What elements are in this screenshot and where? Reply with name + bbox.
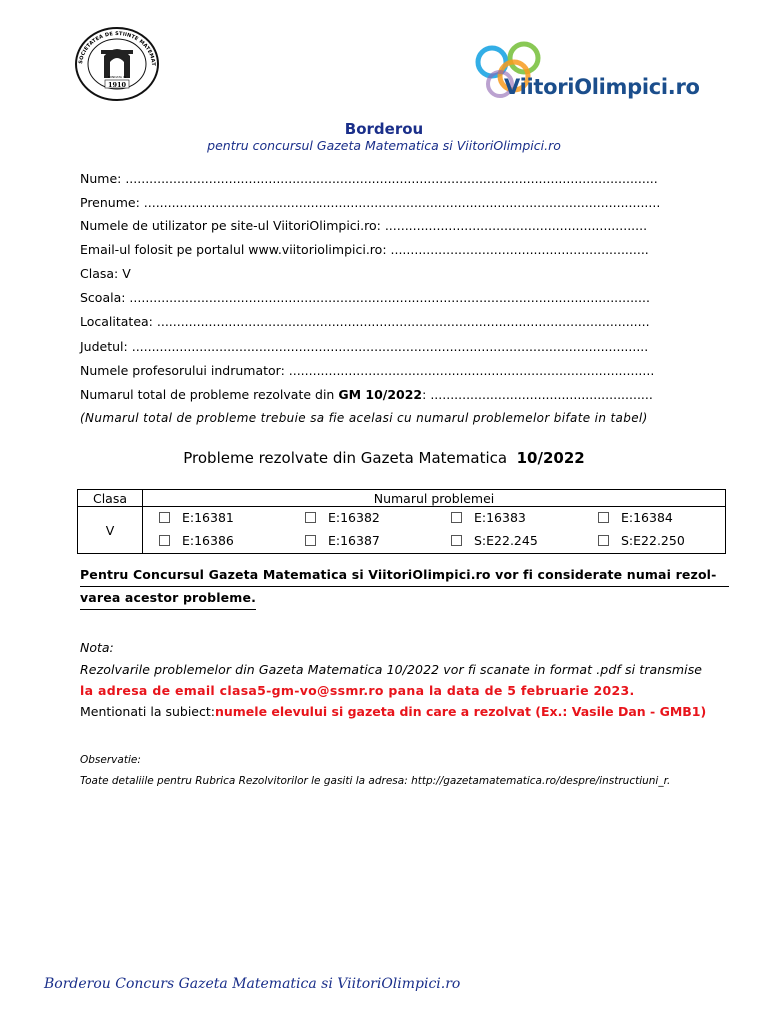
checkbox[interactable] (305, 535, 316, 546)
field-numar-total: Numarul total de probleme rezolvate din GM 10/2022: ........................................................ (80, 387, 653, 402)
seal-text: SOCIETATEA DE STIINTE MATEMAT (78, 30, 157, 67)
problem-item[interactable]: S:E22.245 (451, 533, 538, 548)
checkbox[interactable] (598, 535, 609, 546)
field-email: Email-ul folosit pe portalul www.viitoriolimpici.ro: ................................................................. (80, 242, 649, 257)
checkbox[interactable] (451, 512, 462, 523)
warning-line-2: varea acestor probleme. (80, 587, 256, 610)
clasa-value: V (78, 507, 143, 554)
document-title: Borderou (344, 120, 424, 138)
seal-year: 1910 (107, 81, 127, 89)
problem-item[interactable]: S:E22.250 (598, 533, 685, 548)
observatie-text: Toate detaliile pentru Rubrica Rezolvitorilor le gasiti la adresa: http://gazetamatematica.ro/despre/instructiuni_r. (80, 775, 671, 787)
page-footer: Borderou Concurs Gazeta Matematica si ViitoriOlimpici.ro (44, 976, 461, 992)
field-judetul: Judetul: .................................................................................................................................. (80, 339, 649, 354)
checkbox[interactable] (305, 512, 316, 523)
nota-email-line: la adresa de email clasa5-gm-vo@ssmr.ro pana la data de 5 februarie 2023. (80, 683, 635, 698)
total-note: (Numarul total de probleme trebuie sa fie acelasi cu numarul problemelor bifate in tabel) (80, 411, 648, 425)
viitoriolimpici-logo (474, 40, 734, 110)
field-scoala: Scoala: ................................................................................................................................... (80, 290, 650, 305)
checkbox[interactable] (598, 512, 609, 523)
checkbox[interactable] (159, 512, 170, 523)
section-title: Probleme rezolvate din Gazeta Matematica 10/2022 (183, 449, 585, 467)
warning-line-1: Pentru Concursul Gazeta Matematica si ViitoriOlimpici.ro vor fi considerate numai rezol- (80, 564, 729, 587)
ssmr-seal-logo (74, 26, 160, 102)
warning-text (80, 564, 729, 610)
document-subtitle: pentru concursul Gazeta Matematica si ViitoriOlimpici.ro (207, 138, 561, 153)
problems-table (77, 489, 726, 554)
problem-list (143, 507, 725, 553)
checkbox[interactable] (159, 535, 170, 546)
field-utilizator: Numele de utilizator pe site-ul ViitoriOlimpici.ro: .................................................................. (80, 218, 648, 233)
problem-item[interactable]: E:16384 (598, 510, 673, 525)
checkbox[interactable] (451, 535, 462, 546)
nota-label: Nota: (80, 640, 114, 655)
field-profesor: Numele profesorului indrumator: ............................................................................................ (80, 363, 655, 378)
observatie-label: Observatie: (80, 754, 141, 766)
nota-line-1: Rezolvarile problemelor din Gazeta Matematica 10/2022 vor fi scanate in format .pdf si transmise (80, 662, 703, 677)
header-numar: Numarul problemei (143, 490, 726, 507)
logo-text: ViitoriOlimpici.ro (504, 75, 700, 99)
seal-founded: FONDATA IN (107, 75, 127, 79)
field-localitatea: Localitatea: ............................................................................................................................ (80, 314, 650, 329)
problem-item[interactable]: E:16383 (451, 510, 526, 525)
field-clasa: Clasa: V (80, 266, 131, 281)
field-nume: Nume: ...................................................................................................................................... (80, 171, 658, 186)
field-prenume: Prenume: .................................................................................................................................. (80, 195, 661, 210)
nota-subject-line: Mentionati la subiect:numele elevului si gazeta din care a rezolvat (Ex.: Vasile Dan - GMB1) (80, 704, 707, 719)
problem-item[interactable]: E:16386 (159, 533, 234, 548)
problem-item[interactable]: E:16382 (305, 510, 380, 525)
header-clasa: Clasa (78, 490, 143, 507)
problem-item[interactable]: E:16387 (305, 533, 380, 548)
problem-item[interactable]: E:16381 (159, 510, 234, 525)
